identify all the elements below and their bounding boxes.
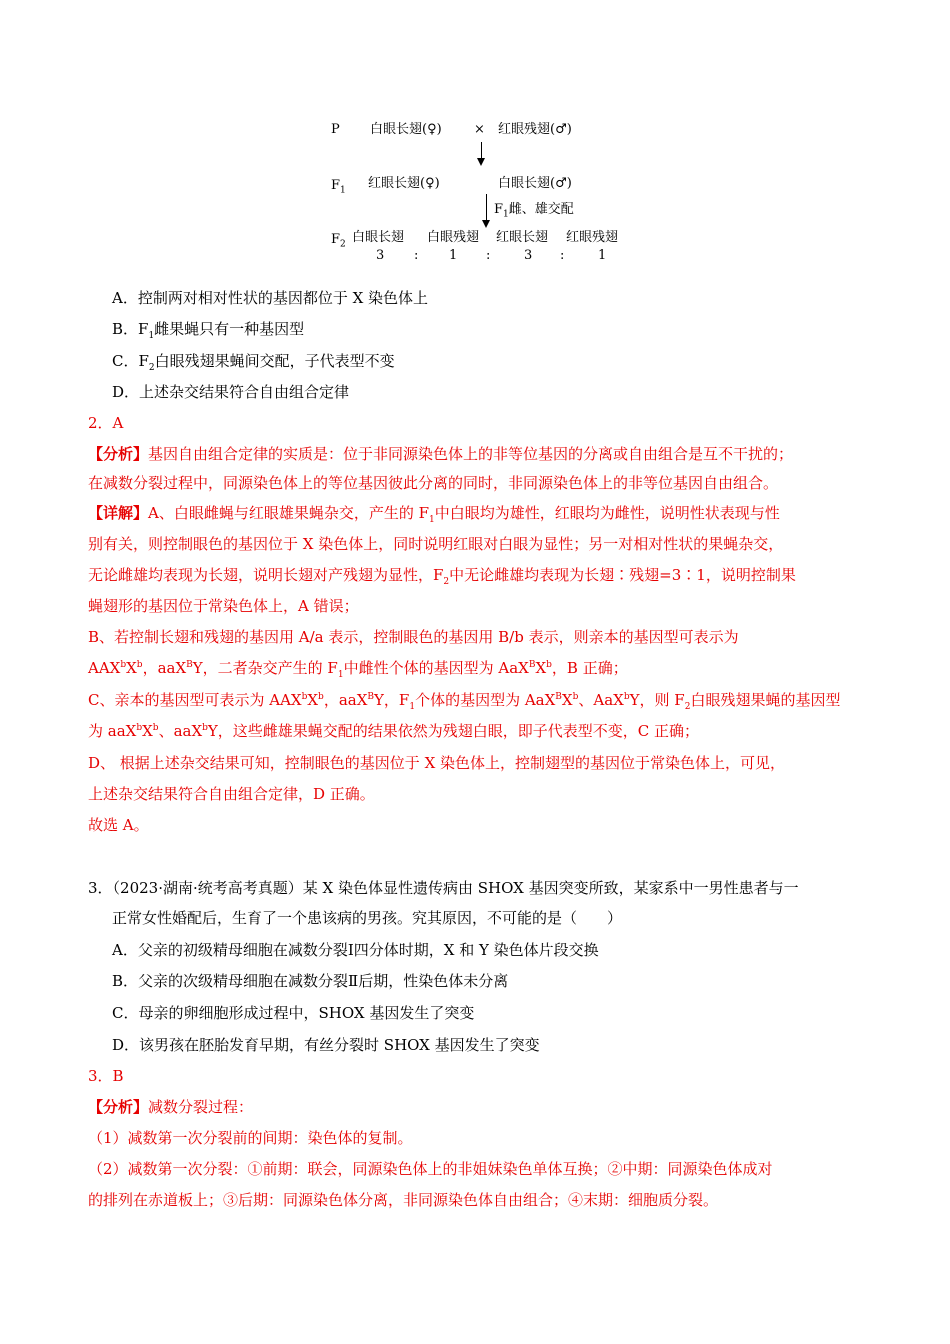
ratio-value: 3 <box>524 248 533 263</box>
f2-phenotype-4: 红眼残翅 <box>566 230 619 245</box>
ratio-value: 1 <box>449 248 458 263</box>
q3-option-c: C．母亲的卵细胞形成过程中，SHOX 基因发生了突变 <box>112 1004 475 1022</box>
q2-detail-line-4: 蝇翅形的基因位于常染色体上，A 错误； <box>88 597 359 615</box>
arrow-down-2 <box>486 194 487 220</box>
q2-detail-b-line-1: B、若控制长翅和残翅的基因用 A/a 表示，控制眼色的基因用 B/b 表示，则亲本的基因型可表示为 <box>88 628 739 646</box>
p-generation-label: P <box>331 122 340 137</box>
q2-detail-line-3: 无论雌雄均表现为长翅，说明长翅对产残翅为显性，$F_2$中无论雌雄均表现为长翅∶残翅=3∶1，说明控制果 <box>88 566 796 587</box>
ratio-separator: : <box>414 248 419 263</box>
ratio-value: 3 <box>376 248 385 263</box>
q2-analysis-line-2: 在减数分裂过程中，同源染色体上的等位基因彼此分离的同时，非同源染色体上的非等位基因自由组合。 <box>88 474 779 492</box>
q3-analysis: 【分析】减数分裂过程： <box>88 1098 254 1116</box>
q2-answer: 2．A <box>88 414 124 432</box>
q2-analysis-line-1: 【分析】基因自由组合定律的实质是：位于非同源染色体上的非等位基因的分离或自由组合是互不干扰的； <box>88 445 794 463</box>
ratio-value: 1 <box>598 248 607 263</box>
f1-male-phenotype: 白眼长翅(♂) <box>498 176 572 191</box>
p-male-phenotype: 红眼残翅(♂) <box>498 122 572 137</box>
q2-option-b: B．$F_1$雌果蝇只有一种基因型 <box>112 320 305 341</box>
q3-stem-line-2: 正常女性婚配后，生育了一个患该病的男孩。究其原因，不可能的是（ ） <box>112 909 623 927</box>
f1-generation-label: $F_1$ <box>331 178 346 196</box>
q3-point-2-line-2: 的排列在赤道板上；③后期：同源染色体分离，非同源染色体自由组合；④末期：细胞质分裂。 <box>88 1191 719 1209</box>
f2-phenotype-1: 白眼长翅 <box>352 230 405 245</box>
cross-symbol: × <box>474 122 485 137</box>
arrow-head-1 <box>477 158 485 166</box>
f2-phenotype-3: 红眼长翅 <box>496 230 549 245</box>
q2-option-c: C．$F_2$白眼残翅果蝇间交配，子代表型不变 <box>112 352 395 373</box>
q3-option-d: D．该男孩在胚胎发育早期，有丝分裂时 SHOX 基因发生了突变 <box>112 1036 540 1054</box>
q2-option-d: D．上述杂交结果符合自由组合定律 <box>112 383 350 401</box>
f2-generation-label: $F_2$ <box>331 232 346 250</box>
q2-detail-line-1: 【详解】A、白眼雌蝇与红眼雄果蝇杂交，产生的 $F_1$中白眼均为雄性，红眼均为雌性，说明性状表现与性 <box>88 504 780 525</box>
q3-point-2-line-1: （2）减数第一次分裂：①前期：联会，同源染色体上的非姐妹染色单体互换；②中期：同源染色体成对 <box>88 1160 773 1178</box>
q2-conclusion: 故选 A。 <box>88 816 149 834</box>
f1-cross-note: $F_1$雌、雄交配 <box>494 202 574 220</box>
q3-option-b: B．父亲的次级精母细胞在减数分裂Ⅱ后期，性染色体未分离 <box>112 972 509 990</box>
q2-detail-line-2: 别有关，则控制眼色的基因位于 X 染色体上，同时说明红眼对白眼为显性；另一对相对性状的果蝇杂交， <box>88 535 784 553</box>
q2-detail-c-line-1: C、亲本的基因型可表示为 $AAX^bX^b$，aaX$^B$Y，$F_1$个体的基因型为 $AaX^BX^b$、AaX$^b$Y，则 $F_2$白眼残翅果蝇的基因型 <box>88 691 841 712</box>
q3-point-1: （1）减数第一次分裂前的间期：染色体的复制。 <box>88 1129 413 1147</box>
arrow-head-2 <box>482 220 490 228</box>
ratio-separator: : <box>560 248 565 263</box>
ratio-separator: : <box>486 248 491 263</box>
f1-female-phenotype: 红眼长翅(♀) <box>368 176 440 191</box>
arrow-down-1 <box>481 142 482 158</box>
q2-detail-c-line-2: 为 $aaX^bX^b$、aaX$^b$Y，这些雌雄果蝇交配的结果依然为残翅白眼，即子代表型不变，C 正确； <box>88 722 700 740</box>
q2-option-a: A．控制两对相对性状的基因都位于 X 染色体上 <box>112 289 429 307</box>
p-female-phenotype: 白眼长翅(♀) <box>370 122 442 137</box>
q3-stem-line-1: 3．（2023·湖南·统考高考真题）某 X 染色体显性遗传病由 SHOX 基因突变所致，某家系中一男性患者与一 <box>88 879 799 897</box>
q2-detail-d-line-2: 上述杂交结果符合自由组合定律，D 正确。 <box>88 785 375 803</box>
q3-answer: 3．B <box>88 1067 124 1085</box>
q3-option-a: A．父亲的初级精母细胞在减数分裂Ⅰ四分体时期，X 和 Y 染色体片段交换 <box>112 941 599 959</box>
q2-detail-d-line-1: D、 根据上述杂交结果可知，控制眼色的基因位于 X 染色体上，控制翅型的基因位于常染色体上，可见， <box>88 754 786 772</box>
q2-detail-b-line-2: $AAX^bX^b$，aaX$^B$Y，二者杂交产生的 $F_1$中雌性个体的基因型为 $AaX^BX^b$，B 正确； <box>88 659 628 680</box>
f2-phenotype-2: 白眼残翅 <box>427 230 480 245</box>
